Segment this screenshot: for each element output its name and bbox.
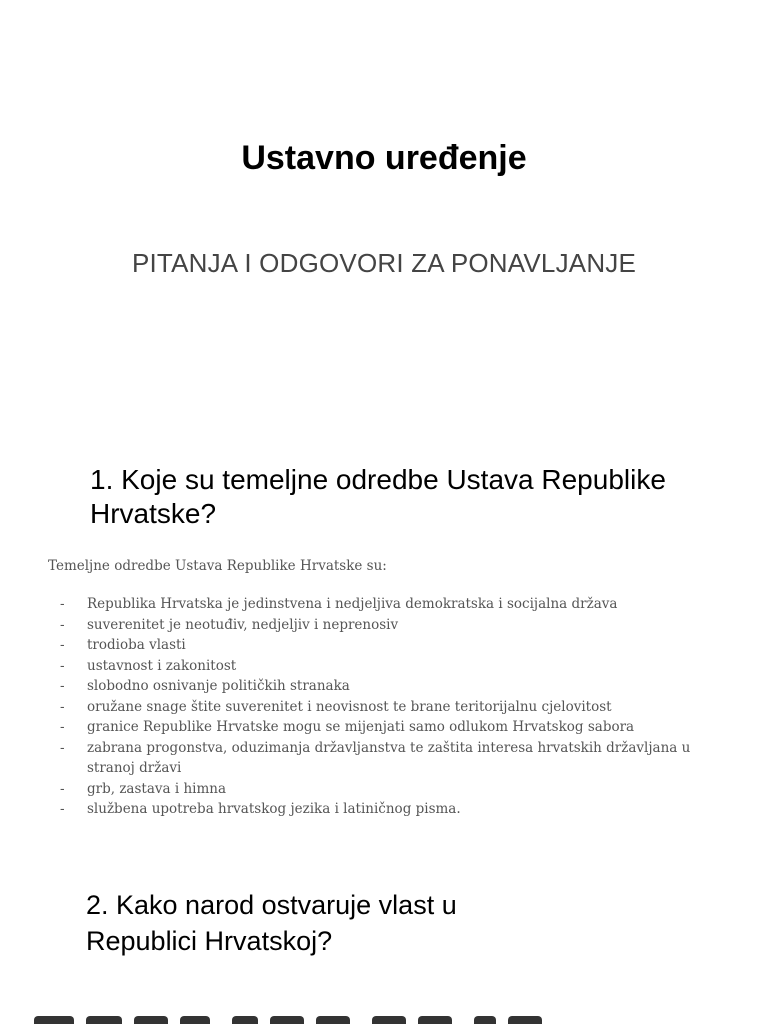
bullet-dash: - <box>60 739 65 756</box>
bullet-dash: - <box>60 637 65 653</box>
list-item <box>60 799 730 820</box>
question-1-intro: Temeljne odredbe Ustava Republike Hrvatske su: <box>48 558 387 574</box>
list-item-text: Republika Hrvatska je jedinstvena i nedjeljiva demokratska i socijalna država <box>87 596 618 612</box>
list-item-text: suverenitet je neotuđiv, nedjeljiv i neprenosiv <box>87 616 399 633</box>
list-item <box>60 676 730 697</box>
cutoff-glyph <box>372 1016 406 1024</box>
list-item-text: službena upotreba hrvatskog jezika i latiničnog pisma. <box>87 801 461 817</box>
list-item <box>60 717 730 738</box>
question-2-heading: 2. Kako narod ostvaruje vlast u Republici Hrvatskoj? <box>86 890 457 956</box>
list-item <box>60 738 730 779</box>
cutoff-glyph <box>86 1016 122 1024</box>
bullet-dash: - <box>60 678 65 694</box>
cutoff-glyph <box>270 1016 304 1024</box>
list-item-text: oružane snage štite suverenitet i neovisnost te brane teritorijalnu cjelovitost <box>87 698 612 715</box>
list-item <box>60 594 730 615</box>
list-item-text: grb, zastava i himna <box>87 780 227 797</box>
bullet-dash: - <box>60 616 65 633</box>
list-item <box>60 635 730 656</box>
list-item-text: granice Republike Hrvatske mogu se mijenjati samo odlukom Hrvatskog sabora <box>87 719 635 735</box>
cutoff-glyph <box>180 1016 210 1024</box>
bullet-dash: - <box>60 780 65 797</box>
bullet-dash: - <box>60 801 65 817</box>
list-item-text: trodioba vlasti <box>87 637 186 653</box>
question-1-heading: 1. Koje su temeljne odredbe Ustava Republike Hrvatske? <box>90 464 666 529</box>
bullet-dash: - <box>60 596 65 612</box>
next-section-cutoff-text <box>34 1008 754 1024</box>
list-item <box>60 697 730 718</box>
list-item-text: zabrana progonstva, oduzimanja državljanstva te zaštita interesa hrvatskih državljana u stranoj državi <box>87 739 691 776</box>
bullet-dash: - <box>60 657 65 674</box>
cutoff-glyph <box>34 1016 74 1024</box>
list-item <box>60 656 730 677</box>
list-item <box>60 615 730 636</box>
bullet-dash: - <box>60 698 65 715</box>
cutoff-glyph <box>232 1016 258 1024</box>
question-1-answer-list <box>60 594 730 820</box>
list-item-text: ustavnost i zakonitost <box>87 657 237 674</box>
list-item <box>60 779 730 800</box>
cutoff-glyph <box>134 1016 168 1024</box>
cutoff-glyph <box>418 1016 452 1024</box>
list-item-text: slobodno osnivanje političkih stranaka <box>87 678 350 694</box>
page-title: Ustavno uređenje <box>241 139 527 177</box>
cutoff-glyph <box>474 1016 496 1024</box>
cutoff-glyph <box>508 1016 542 1024</box>
cutoff-glyph <box>316 1016 350 1024</box>
page-subtitle: PITANJA I ODGOVORI ZA PONAVLJANJE <box>131 248 637 278</box>
bullet-dash: - <box>60 719 65 735</box>
